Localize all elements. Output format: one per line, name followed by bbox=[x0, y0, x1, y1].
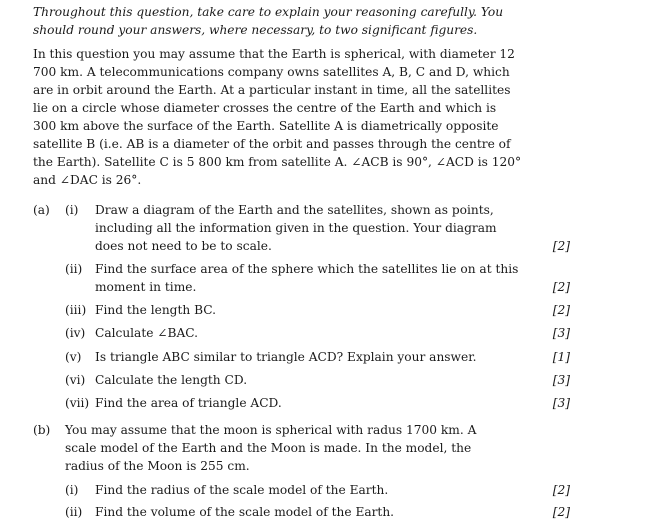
part-b-ii-text: Find the volume of the scale model of the Earth. bbox=[95, 505, 395, 519]
part-b-i-marks: [2] bbox=[552, 483, 570, 497]
question-context: In this question you may assume that the Earth is spherical, with diameter 12 700 km. A telecommunications company owns satellites A, B, C and D, which are in orbit around the Earth. At a particular instant in time, all the satellites lie on a circle whose diameter crosses the centre of the Earth and which is 300 km above the surface of the Earth. Satellite A is diametrically opposite satellite B (i.e. AB is a diameter of the orbit and passes through the centre of the Earth). Satellite C is 5 800 km from satellite A. ∠ACB is 90°, ∠ACD is 120° and ∠DAC is 26°. bbox=[33, 47, 522, 187]
part-a-iii-number: (iii) bbox=[65, 303, 87, 317]
part-a-v-marks: [1] bbox=[552, 350, 570, 364]
part-a-vii-number: (vii) bbox=[65, 396, 90, 410]
part-a-iii-marks: [2] bbox=[552, 303, 570, 317]
part-a-vi-text: Calculate the length CD. bbox=[95, 373, 248, 387]
part-a-ii-marks: [2] bbox=[552, 280, 570, 294]
instructions-text: Throughout this question, take care to explain your reasoning carefully. You should round your answers, where necessary, to two significant figures. bbox=[33, 5, 504, 37]
part-a-i-number: (i) bbox=[65, 203, 79, 217]
part-b-ii-number: (ii) bbox=[65, 505, 83, 519]
part-a-iv-text: Calculate ∠BAC. bbox=[95, 326, 199, 340]
part-a-vii-text: Find the area of triangle ACD. bbox=[95, 396, 282, 410]
part-a-label: (a) bbox=[33, 203, 50, 217]
part-a-ii-number: (ii) bbox=[65, 262, 83, 276]
part-a-iv-number: (iv) bbox=[65, 326, 86, 340]
part-a-vi-number: (vi) bbox=[65, 373, 86, 387]
part-b-i-number: (i) bbox=[65, 483, 79, 497]
part-a-i-text: Draw a diagram of the Earth and the satellites, shown as points, including all the information given in the question. Your diagram does not need to be to scale. bbox=[95, 203, 497, 253]
part-b-text: You may assume that the moon is spherical with radus 1700 km. A scale model of the Earth and the Moon is made. In the model, the radius of the Moon is 255 cm. bbox=[65, 423, 477, 473]
part-a-vii-marks: [3] bbox=[552, 396, 570, 410]
part-b-ii-marks: [2] bbox=[552, 505, 570, 519]
part-a-iii-text: Find the length BC. bbox=[95, 303, 217, 317]
part-a-iv-marks: [3] bbox=[552, 326, 570, 340]
part-a-vi-marks: [3] bbox=[552, 373, 570, 387]
part-a-v-number: (v) bbox=[65, 350, 82, 364]
part-b-i-text: Find the radius of the scale model of the Earth. bbox=[95, 483, 389, 497]
part-a-i-marks: [2] bbox=[552, 239, 570, 253]
part-a-ii-text: Find the surface area of the sphere which the satellites lie on at this moment in time. bbox=[95, 262, 519, 294]
part-a-v-text: Is triangle ABC similar to triangle ACD? Explain your answer. bbox=[95, 350, 477, 364]
part-b-label: (b) bbox=[33, 423, 51, 437]
